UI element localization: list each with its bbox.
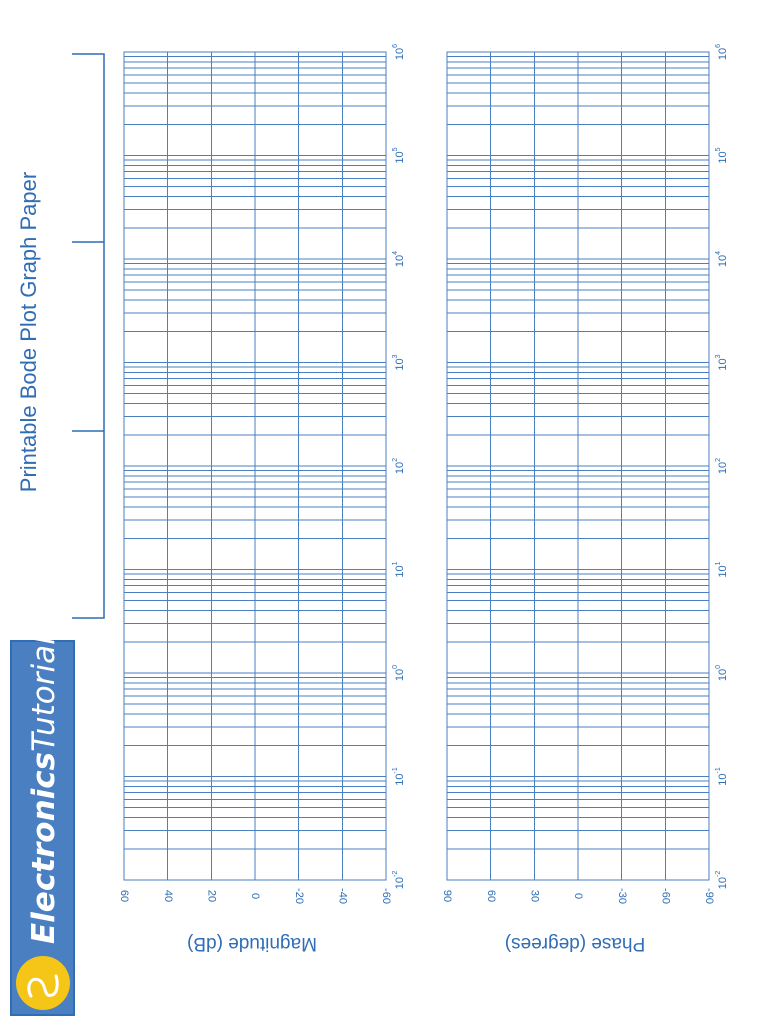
phase-chart bbox=[441, 44, 729, 904]
phase-x-tick-label: $10^4$ bbox=[714, 250, 729, 268]
magnitude-x-tick-label: $10^4$ bbox=[391, 250, 406, 268]
magnitude-x-tick-label: $10^1$ bbox=[391, 561, 406, 578]
magnitude-y-tick-label: -40 bbox=[336, 888, 349, 904]
phase-y-tick-label: 30 bbox=[528, 889, 541, 903]
phase-y-tick-label: -30 bbox=[615, 888, 628, 904]
magnitude-x-tick-label: $10^{-1}$ bbox=[391, 767, 406, 786]
logo-wordmark bbox=[26, 620, 62, 944]
magnitude-x-tick-label: $10^6$ bbox=[391, 43, 406, 61]
phase-x-tick-label: $10^{-1}$ bbox=[714, 767, 729, 786]
phase-x-tick-label: $10^1$ bbox=[714, 561, 729, 578]
electronics-tutorials-logo bbox=[11, 620, 74, 1015]
phase-x-tick-label: $10^{-2}$ bbox=[714, 870, 729, 890]
phase-x-tick-label: $10^5$ bbox=[714, 147, 729, 164]
phase-y-tick-label: 0 bbox=[572, 892, 585, 900]
title-bracket bbox=[72, 54, 104, 618]
phase-x-tick-label: $10^2$ bbox=[714, 457, 729, 475]
magnitude-axis-title: Magnitude (dB) bbox=[187, 933, 317, 954]
magnitude-x-tick-label: $10^5$ bbox=[391, 147, 406, 164]
magnitude-x-tick-label: $10^{-2}$ bbox=[391, 870, 406, 890]
page-title: Printable Bode Plot Graph Paper bbox=[16, 171, 41, 493]
phase-x-tick-label: $10^6$ bbox=[714, 43, 729, 61]
magnitude-x-tick-label: $10^3$ bbox=[391, 354, 406, 371]
logo-brand-bold: Electronics bbox=[26, 751, 62, 944]
magnitude-y-tick-label: -60 bbox=[380, 888, 393, 904]
magnitude-chart bbox=[118, 44, 406, 904]
phase-y-tick-label: -60 bbox=[659, 888, 672, 904]
magnitude-y-tick-label: 60 bbox=[118, 889, 131, 903]
magnitude-x-tick-label: $10^2$ bbox=[391, 457, 406, 475]
phase-x-tick-label: $10^3$ bbox=[714, 354, 729, 371]
logo-brand-light: Tutorials bbox=[26, 620, 62, 752]
magnitude-y-tick-label: 0 bbox=[249, 892, 262, 900]
phase-y-tick-label: -90 bbox=[703, 888, 716, 904]
magnitude-y-tick-label: 20 bbox=[205, 889, 218, 903]
phase-y-tick-label: 60 bbox=[484, 889, 497, 903]
phase-x-tick-label: $10^0$ bbox=[714, 664, 729, 682]
magnitude-y-tick-label: 40 bbox=[161, 889, 174, 903]
phase-y-tick-label: 90 bbox=[441, 889, 454, 903]
phase-axis-title: Phase (degrees) bbox=[504, 933, 646, 954]
magnitude-y-tick-label: -20 bbox=[292, 888, 305, 904]
magnitude-x-tick-label: $10^0$ bbox=[391, 664, 406, 682]
